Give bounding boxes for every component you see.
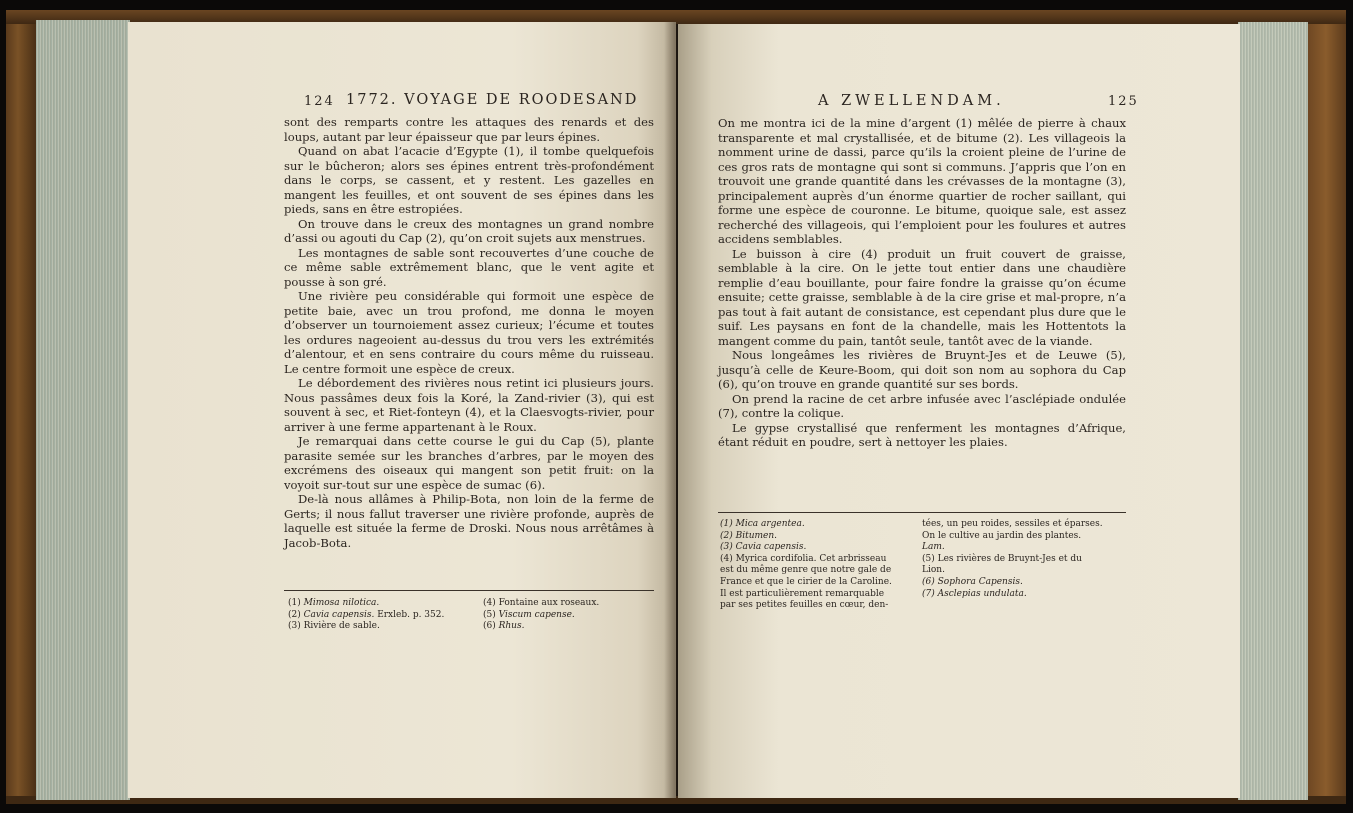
footnote xyxy=(483,610,599,622)
footnote xyxy=(922,542,1103,554)
footnote-text: (4) Myrica cordifolia. Cet arbrisseau xyxy=(720,553,887,564)
footnote-text: On le cultive au jardin des plantes. xyxy=(922,530,1082,541)
footnote xyxy=(720,542,892,554)
footnote-text: France et que le cirier de la Caroline. xyxy=(720,576,892,587)
left-body-paragraph: Les montagnes de sable sont recouvertes d’une couche de ce même sable extrêmement blanc, que le vent agite et pousse à son gré. xyxy=(284,245,654,289)
footnote-text: Rivière de sable. xyxy=(303,621,380,632)
footnote xyxy=(288,621,444,633)
footnote xyxy=(922,554,1103,566)
footnote-ref: Erxleb. p. 352. xyxy=(374,609,445,620)
right-body-paragraph: Le gypse crystallisé que renferment les montagnes d’Afrique, étant réduit en poudre, sert à nettoyer les plaies. xyxy=(718,420,1126,449)
footnote-number: (4) xyxy=(483,598,499,608)
left-page xyxy=(128,22,676,798)
footnote-text: est du même genre que notre gale de xyxy=(720,565,892,576)
footnote-text: Fontaine aux roseaux. xyxy=(498,598,600,608)
right-running-head: A ZWELLENDAM. xyxy=(818,93,1005,109)
footnote xyxy=(922,519,1103,531)
footnote-text: Lion. xyxy=(922,565,945,576)
left-footnotes-col1 xyxy=(288,598,444,633)
right-page-number: 125 xyxy=(1108,94,1139,109)
footnote-text: (6) Sophora Capensis. xyxy=(922,576,1023,587)
footnote-text: (7) Asclepias undulata. xyxy=(922,588,1027,599)
right-footnotes-col1 xyxy=(720,519,892,612)
left-body-paragraph: On trouve dans le creux des montagnes un grand nombre d’assi ou agouti du Cap (2), qu’on croit sujets aux menstrues. xyxy=(284,216,654,245)
footnote-number: (1) xyxy=(288,598,304,608)
footnote xyxy=(922,577,1103,589)
footnote-number: (5) xyxy=(483,609,499,620)
left-body-text xyxy=(284,115,654,550)
left-body-paragraph: Une rivière peu considérable qui formoit une espèce de petite baie, avec un trou profond, me donna le moyen d’observer un tournoiement assez curieux; l’écume et toutes les ordures nageoient au-dessus du trou vers les extrémités d’alentour, et en sens contraire du cours même du ruisseau. Le centre formoit une espèce de creux. xyxy=(284,289,654,376)
left-body-paragraph: De-là nous allâmes à Philip-Bota, non loin de la ferme de Gerts; il nous fallut traverser une rivière profonde, auprès de laquelle est située la ferme de Droski. Nous nous arrêtâmes à Jacob-Bota. xyxy=(284,492,654,550)
footnote-number: (2) xyxy=(288,609,304,620)
left-page-edges xyxy=(36,20,130,800)
footnote xyxy=(483,621,599,633)
footnote xyxy=(720,565,892,577)
left-footnotes-col2 xyxy=(483,598,599,633)
footnote-text: Rhus. xyxy=(498,621,525,632)
right-body-paragraph: Le buisson à cire (4) produit un fruit couvert de graisse, semblable à la cire. On le jette tout entier dans une chaudière remplie d’eau bouillante, pour faire fondre la graisse qu’on écume ensuite; cette graisse, semblable à de la cire grise et mal-propre, n’a pas tout à fait autant de consistance, est cependant plus dure que le suif. Les paysans en font de la chandelle, mais les Hottentots la mangent comme du pain, tantôt seule, tantôt avec de la viande. xyxy=(718,246,1126,348)
footnote-text: Il est particulièrement remarquable xyxy=(720,588,885,599)
footnote-text: par ses petites feuilles en cœur, den- xyxy=(720,600,889,611)
footnote xyxy=(922,589,1103,601)
footnote-text: tées, un peu roides, sessiles et éparses. xyxy=(922,519,1103,529)
footnote xyxy=(922,531,1103,543)
footnote xyxy=(720,531,892,543)
footnote-text: (1) Mica argentea. xyxy=(720,519,805,529)
footnote-text: (5) Les rivières de Bruynt-Jes et du xyxy=(922,553,1082,564)
footnote xyxy=(720,519,892,531)
left-body-paragraph: Je remarquai dans cette course le gui du Cap (5), plante parasite semée sur les branches d’arbres, par le moyen des excrémens des oiseaux qui mangent son petit fruit: on la voyoit sur-tout sur une espèce de sumac (6). xyxy=(284,434,654,492)
right-body-paragraph: On me montra ici de la mine d’argent (1) mêlée de pierre à chaux transparente et mal crystallisée, et de bitume (2). Les villageois la nomment urine de dassi, parce qu’ils la croient pleine de l’urine de ces gros rats de montagne qui sont si communs. J’appris que l’on en trouvoit une grande quantité dans les crévasses de la montagne (3), principalement auprès d’un énorme quartier de rocher saillant, qui forme une espèce de couronne. Le bitume, quoique sale, est assez recherché des villageois, qui l’emploient pour les foulures et autres accidens semblables. xyxy=(718,116,1126,246)
right-body-paragraph: Nous longeâmes les rivières de Bruynt-Jes et de Leuwe (5), jusqu’à celle de Keure-Boom, qui doit son nom au sophora du Cap (6), qu’on trouve en grande quantité sur ses bords. xyxy=(718,348,1126,391)
right-body-text xyxy=(718,116,1126,450)
right-cover-edge xyxy=(1306,10,1346,802)
left-running-head: 1772. VOYAGE DE ROODESAND xyxy=(346,92,639,108)
footnote xyxy=(288,610,444,622)
footnote-text: (3) Cavia capensis. xyxy=(720,542,807,553)
right-footnote-rule xyxy=(718,512,1126,513)
left-body-paragraph: Quand on abat l’acacie d’Egypte (1), il tombe quelquefois sur le bûcheron; alors ses épines entrent très-profondément dans le corps, se cassent, et y restent. Les gazelles en mangent les feuilles, et ont souvent de ses épines dans les pieds, sans en être estropiées. xyxy=(284,144,654,216)
footnote-text: Lam. xyxy=(922,542,945,553)
left-body-paragraph: Le débordement des rivières nous retint ici plusieurs jours. Nous passâmes deux fois la Koré, la Zand-rivier (3), qui est souvent à sec, et Riet-fonteyn (4), et la Claesvogts-rivier, pour arriver à une ferme appartenant à le Roux. xyxy=(284,376,654,434)
footnote xyxy=(720,600,892,612)
left-page-number: 124 xyxy=(304,94,335,109)
footnote xyxy=(720,577,892,589)
footnote-text: Cavia capensis. xyxy=(303,609,375,620)
left-body-paragraph: sont des remparts contre les attaques des renards et des loups, autant par leur épaisseur que par leurs épines. xyxy=(284,115,654,144)
left-cover-edge xyxy=(6,10,36,802)
right-page-edges xyxy=(1238,22,1308,800)
footnote-number: (3) xyxy=(288,621,304,632)
footnote-text: Mimosa nilotica. xyxy=(303,598,380,608)
footnote xyxy=(922,565,1103,577)
footnote xyxy=(288,598,444,610)
right-body-paragraph: On prend la racine de cet arbre infusée avec l’asclépiade ondulée (7), contre la colique. xyxy=(718,391,1126,420)
right-footnotes-col2 xyxy=(922,519,1103,600)
footnote xyxy=(720,589,892,601)
footnote-number: (6) xyxy=(483,621,499,632)
footnote-text: (2) Bitumen. xyxy=(720,530,778,541)
left-footnote-rule xyxy=(284,590,654,591)
footnote xyxy=(483,598,599,610)
right-page xyxy=(678,24,1240,798)
footnote-text: Viscum capense. xyxy=(498,609,575,620)
footnote xyxy=(720,554,892,566)
